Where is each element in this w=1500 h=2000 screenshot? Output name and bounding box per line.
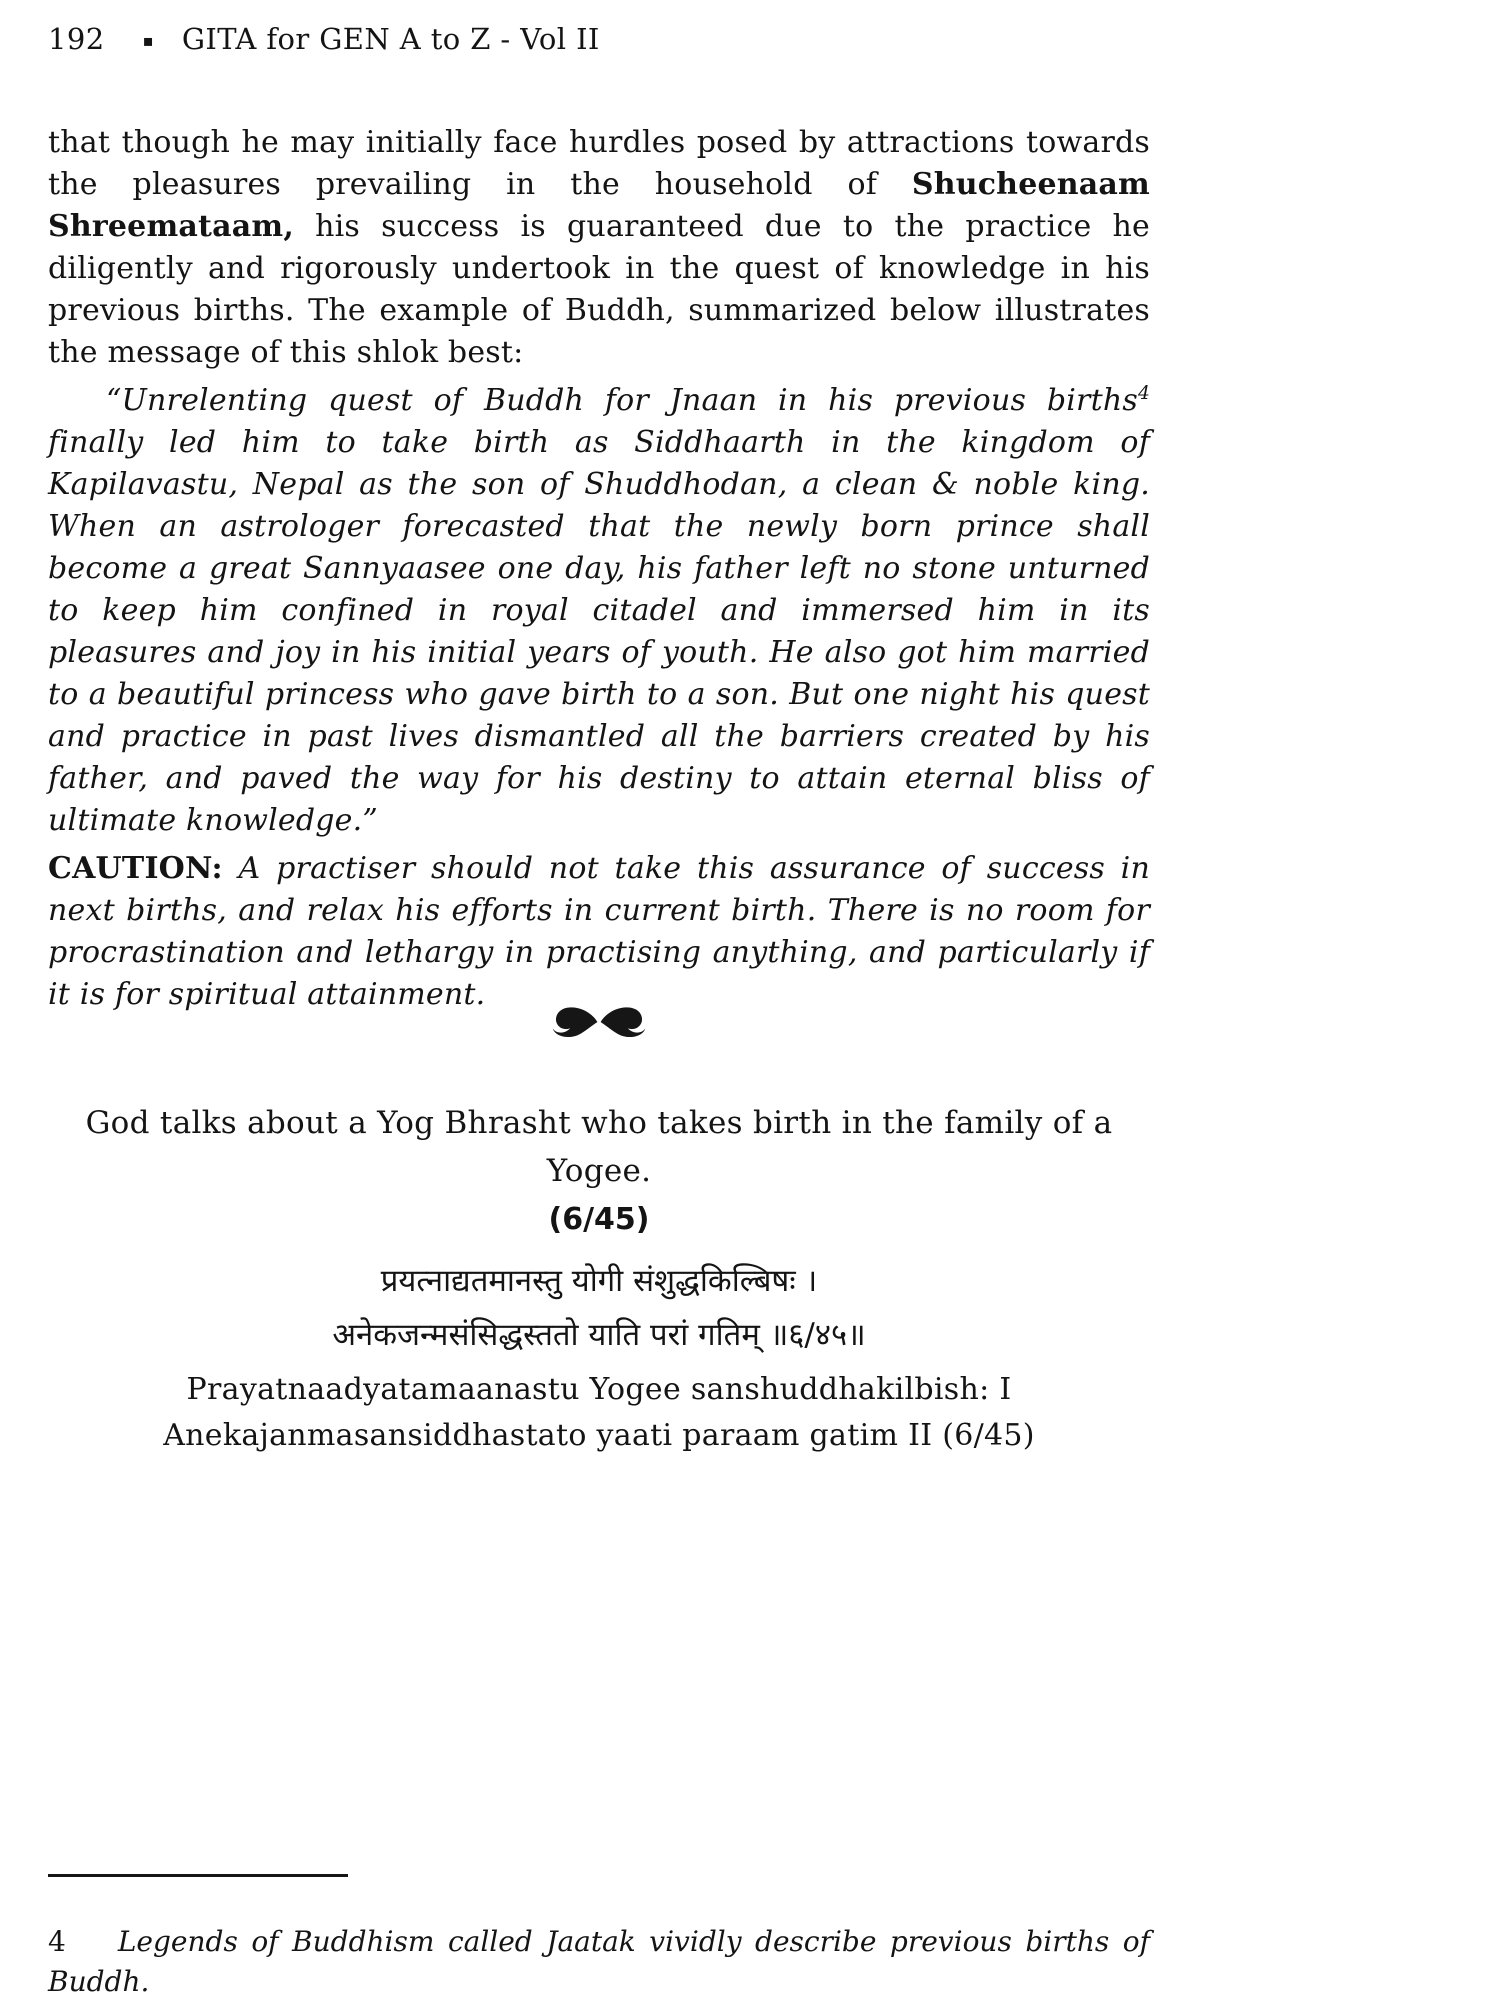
sanskrit-shlok-line-2: अनेकजन्मसंसिद्धस्ततो याति परां गतिम् ॥६/४५॥ bbox=[332, 1317, 866, 1353]
section-divider bbox=[48, 1002, 1150, 1046]
book-title: GITA for GEN A to Z - Vol II bbox=[181, 22, 600, 56]
square-bullet-icon: ▪ bbox=[142, 30, 154, 50]
buddh-quote-paragraph bbox=[48, 380, 1150, 842]
caution-paragraph bbox=[48, 848, 1150, 1016]
caution-text: A practiser should not take this assurance of success in next births, and relax his efforts in current birth. There is no room for procrastination and lethargy in practising anything, and particularly if it is for spiritual attainment. bbox=[48, 851, 1150, 1012]
quote-text-2: finally led him to take birth as Siddhaarth in the kingdom of Kapilavastu, Nepal as the son of Shuddhodan, a clean & noble king. When an astrologer forecasted that the newly born prince shall become a great Sannyaasee one day, his father left no stone unturned to keep him confined in royal citadel and immersed him in its pleasures and joy in his initial years of youth. He also got him married to a beautiful princess who gave birth to a son. But one night his quest and practice in past lives dismantled all the barriers created by his father, and paved the way for his destiny to attain eternal bliss of ultimate knowledge.” bbox=[48, 425, 1150, 838]
caution-label: CAUTION: bbox=[48, 851, 223, 886]
page-number: 192 bbox=[48, 22, 105, 56]
page-header bbox=[48, 22, 1150, 56]
verse-number: (6/45) bbox=[548, 1202, 650, 1237]
transliteration-line-2: Anekajanmasansiddhastato yaati paraam gatim II (6/45) bbox=[163, 1418, 1035, 1453]
footnote-number: 4 bbox=[48, 1925, 66, 1958]
footnote-reference: 4 bbox=[1137, 383, 1150, 404]
transliteration-line-1: Prayatnaadyatamaanastu Yogee sanshuddhakilbish: I bbox=[186, 1372, 1012, 1407]
sanskrit-shlok-line-1: प्रयत्नाद्यतमानस्तु योगी संशुद्धकिल्बिषः । bbox=[380, 1263, 818, 1299]
quote-text-1: “Unrelenting quest of Buddh for Jnaan in his previous births bbox=[106, 383, 1138, 418]
footnote bbox=[48, 1922, 1150, 2000]
body-paragraph-text-1: that though he may initially face hurdles posed by attractions towards the pleasures prevailing in the household of bbox=[48, 125, 1150, 202]
body-paragraph bbox=[48, 122, 1150, 374]
section-intro: God talks about a Yog Bhrasht who takes birth in the family of a Yogee. bbox=[85, 1105, 1113, 1189]
footnote-separator-rule bbox=[48, 1874, 348, 1877]
bold-phrase-shucheenaam-shreemataam: Shucheenaam Shreemataam, bbox=[48, 167, 1150, 244]
body-paragraph-text-2: his success is guaranteed due to the practice he diligently and rigorously undertook in the quest of knowledge in his previous births. The example of Buddh, summarized below illustrates the message of this shlok best: bbox=[48, 209, 1150, 370]
floral-heart-divider-icon bbox=[551, 1002, 647, 1042]
footnote-text: Legends of Buddhism called Jaatak vividly describe previous births of Buddh. bbox=[48, 1925, 1150, 1998]
